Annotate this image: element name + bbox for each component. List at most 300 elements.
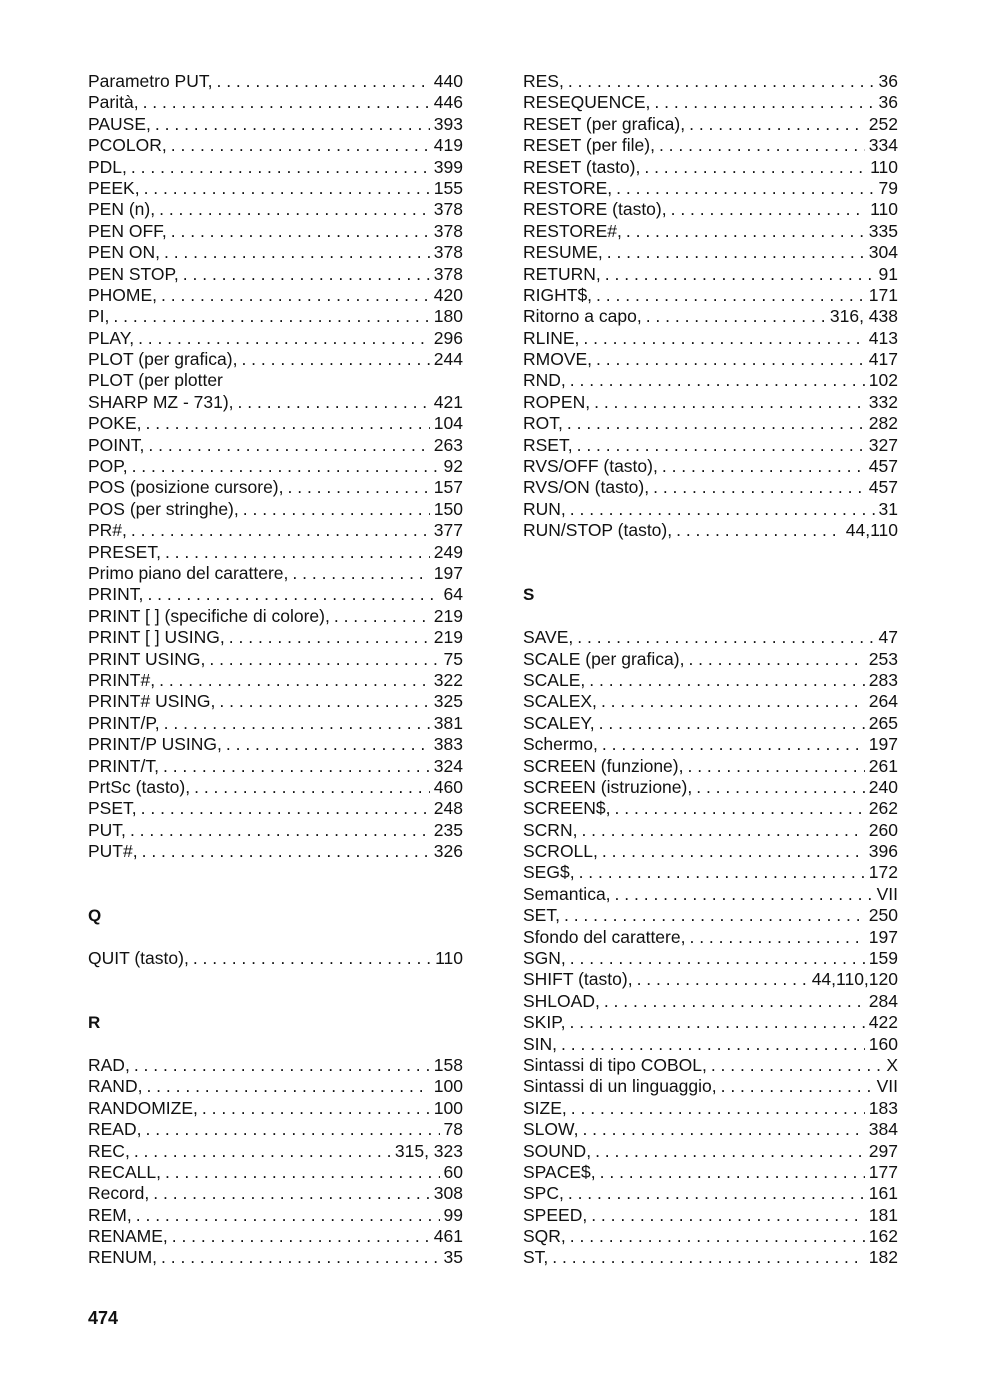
index-term: PRINT/P, xyxy=(88,712,160,733)
dot-leader xyxy=(219,691,429,712)
page-references: 413 xyxy=(868,327,898,348)
index-term: ST, xyxy=(523,1247,549,1268)
index-term: Schermo, xyxy=(523,734,598,755)
dot-leader xyxy=(238,392,430,413)
index-entry xyxy=(523,927,898,948)
index-term: RND, xyxy=(523,370,566,391)
dot-leader xyxy=(571,1098,865,1119)
index-term: ROPEN, xyxy=(523,391,591,412)
dot-leader xyxy=(696,777,865,798)
index-term: SCREEN$, xyxy=(523,798,611,819)
blank-line xyxy=(523,563,898,584)
page-references: 183 xyxy=(868,1097,898,1118)
index-term: RESEQUENCE, xyxy=(523,92,651,113)
dot-leader xyxy=(216,71,429,92)
index-entry xyxy=(88,563,463,584)
index-entry xyxy=(523,71,898,92)
index-term: PSET, xyxy=(88,798,137,819)
page-references: 182 xyxy=(868,1247,898,1268)
dot-leader xyxy=(153,1183,430,1204)
dot-leader xyxy=(570,370,865,391)
page-references: 102 xyxy=(868,370,898,391)
page-references: 78 xyxy=(443,1119,463,1140)
index-entry xyxy=(523,178,898,199)
page-references: 44,110,120 xyxy=(811,969,898,990)
dot-leader xyxy=(662,456,865,477)
index-term: RESET (tasto), xyxy=(523,156,641,177)
page-references: 159 xyxy=(868,948,898,969)
page-references: 35 xyxy=(443,1247,463,1268)
dot-leader xyxy=(644,157,866,178)
dot-leader xyxy=(594,392,865,413)
page-references: 296 xyxy=(433,327,463,348)
page-references: 260 xyxy=(868,819,898,840)
index-entry xyxy=(88,820,463,841)
index-term: SCRN, xyxy=(523,819,578,840)
page-references: 284 xyxy=(868,990,898,1011)
dot-leader xyxy=(570,1012,865,1033)
index-entry xyxy=(523,520,898,541)
dot-leader xyxy=(226,734,430,755)
index-entry xyxy=(523,798,898,819)
page-references: 325 xyxy=(433,691,463,712)
index-entry xyxy=(523,328,898,349)
section-letter-heading: R xyxy=(88,1013,101,1033)
dot-leader xyxy=(159,670,430,691)
index-term: PDL, xyxy=(88,156,127,177)
index-entry xyxy=(88,777,463,798)
index-term: POS (posizione cursore), xyxy=(88,477,284,498)
index-entry xyxy=(88,670,463,691)
index-term: REC, xyxy=(88,1140,130,1161)
index-term: RSET, xyxy=(523,434,573,455)
index-term: RETURN, xyxy=(523,263,601,284)
page-references: 79 xyxy=(878,177,898,198)
index-term: RECALL, xyxy=(88,1161,161,1182)
page-references: 110 xyxy=(870,156,898,177)
dot-leader xyxy=(145,1119,439,1140)
index-term: RMOVE, xyxy=(523,349,593,370)
blank-line xyxy=(88,991,463,1012)
page-references: 104 xyxy=(433,413,463,434)
index-entry xyxy=(523,649,898,670)
dot-leader xyxy=(589,670,865,691)
page-references: 420 xyxy=(433,284,463,305)
dot-leader xyxy=(183,264,430,285)
index-term: PRINT/T, xyxy=(88,755,159,776)
index-entry xyxy=(523,413,898,434)
page-references: 162 xyxy=(868,1226,898,1247)
page-references: 378 xyxy=(433,242,463,263)
index-term: PRINT#, xyxy=(88,669,156,690)
dot-leader xyxy=(288,477,430,498)
dot-leader xyxy=(721,1076,873,1097)
index-term: Primo piano del carattere, xyxy=(88,562,289,583)
index-entry xyxy=(88,413,463,434)
index-term: RESUME, xyxy=(523,242,603,263)
index-entry xyxy=(523,157,898,178)
index-term: PRINT [ ] USING, xyxy=(88,627,225,648)
dot-leader xyxy=(616,178,874,199)
page-references: 99 xyxy=(443,1204,463,1225)
index-term: RESET (per grafica), xyxy=(523,113,686,134)
index-entry xyxy=(88,520,463,541)
index-term: RVS/OFF (tasto), xyxy=(523,456,658,477)
dot-leader xyxy=(689,927,864,948)
index-entry xyxy=(88,1098,463,1119)
page-references: 92 xyxy=(443,456,463,477)
section-letter-heading: S xyxy=(523,585,535,605)
dot-leader xyxy=(579,862,865,883)
index-term: Ritorno a capo, xyxy=(523,306,642,327)
blank-line xyxy=(523,606,898,627)
page-references: 297 xyxy=(868,1140,898,1161)
index-term: PAUSE, xyxy=(88,113,151,134)
index-entry xyxy=(88,627,463,648)
index-entry xyxy=(523,691,898,712)
dot-leader xyxy=(144,178,430,199)
page-references: 47 xyxy=(878,627,898,648)
dot-leader xyxy=(581,820,864,841)
section-letter-heading: Q xyxy=(88,906,102,926)
page-references: 219 xyxy=(433,627,463,648)
dot-leader xyxy=(141,798,430,819)
dot-leader xyxy=(147,584,439,605)
index-entry xyxy=(88,756,463,777)
index-entry xyxy=(523,1012,898,1033)
dot-leader xyxy=(241,349,429,370)
blank-line xyxy=(523,542,898,563)
dot-leader xyxy=(202,1098,430,1119)
dot-leader xyxy=(165,1162,440,1183)
index-term: POP, xyxy=(88,456,128,477)
page-references: 197 xyxy=(868,926,898,947)
page-references: 262 xyxy=(868,798,898,819)
index-entry xyxy=(523,349,898,370)
page-references: 60 xyxy=(443,1161,463,1182)
page-references: 253 xyxy=(868,648,898,669)
dot-leader xyxy=(602,734,865,755)
dot-leader xyxy=(605,264,875,285)
page-references: 422 xyxy=(868,1012,898,1033)
dot-leader xyxy=(131,520,430,541)
page-references: 384 xyxy=(868,1119,898,1140)
index-entry xyxy=(88,1119,463,1140)
page-references: 457 xyxy=(868,477,898,498)
dot-leader xyxy=(292,563,429,584)
dot-leader xyxy=(148,435,429,456)
index-entry xyxy=(88,691,463,712)
page-references: 235 xyxy=(433,819,463,840)
index-term: PHOME, xyxy=(88,284,158,305)
index-term: SCREEN (istruzione), xyxy=(523,776,693,797)
dot-leader xyxy=(146,413,430,434)
index-entry xyxy=(88,71,463,92)
page-references: 378 xyxy=(433,220,463,241)
dot-leader xyxy=(659,135,865,156)
page-references: 244 xyxy=(433,349,463,370)
index-term: RUN, xyxy=(523,498,566,519)
index-term: RLINE, xyxy=(523,327,580,348)
index-term: SHARP MZ - 731), xyxy=(88,391,234,412)
dot-leader xyxy=(171,135,430,156)
page-references: 110 xyxy=(870,199,898,220)
index-term: SPACE$, xyxy=(523,1161,596,1182)
index-term: SCALEY, xyxy=(523,712,595,733)
page-references: 249 xyxy=(433,541,463,562)
index-entry xyxy=(523,477,898,498)
index-term: PUT, xyxy=(88,819,126,840)
index-entry xyxy=(88,349,463,370)
page-references: 304 xyxy=(868,242,898,263)
index-entry xyxy=(523,1162,898,1183)
page-references: 377 xyxy=(433,520,463,541)
index-entry xyxy=(523,1119,898,1140)
index-entry xyxy=(88,264,463,285)
index-term: SCREEN (funzione), xyxy=(523,755,684,776)
index-entry xyxy=(523,285,898,306)
index-term: PEN ON, xyxy=(88,242,160,263)
index-entry xyxy=(88,713,463,734)
dot-leader xyxy=(564,905,865,926)
dot-leader xyxy=(229,627,430,648)
index-entry xyxy=(523,392,898,413)
index-entry xyxy=(88,157,463,178)
index-entry xyxy=(88,1141,463,1162)
index-entry xyxy=(523,435,898,456)
page-references: 197 xyxy=(868,734,898,755)
blank-line xyxy=(88,1034,463,1055)
page-references: 381 xyxy=(433,712,463,733)
index-term: POS (per stringhe), xyxy=(88,498,239,519)
page-references: 160 xyxy=(868,1033,898,1054)
dot-leader xyxy=(607,242,865,263)
dot-leader xyxy=(209,649,439,670)
dot-leader xyxy=(567,413,865,434)
dot-leader xyxy=(171,221,430,242)
index-term: PEN (n), xyxy=(88,199,156,220)
index-term: PCOLOR, xyxy=(88,135,167,156)
index-term: Record, xyxy=(88,1183,150,1204)
index-entry xyxy=(88,114,463,135)
dot-leader xyxy=(602,841,865,862)
dot-leader xyxy=(155,114,430,135)
index-entry xyxy=(88,841,463,862)
dot-leader xyxy=(194,777,430,798)
page-references: 446 xyxy=(433,92,463,113)
page-references: 315, 323 xyxy=(394,1140,463,1161)
dot-leader xyxy=(599,713,865,734)
page-references: 31 xyxy=(878,498,898,519)
index-entry xyxy=(88,948,463,969)
index-term: Parità, xyxy=(88,92,139,113)
dot-leader xyxy=(142,841,430,862)
index-term: SAVE, xyxy=(523,627,574,648)
index-entry xyxy=(88,456,463,477)
page-references: 396 xyxy=(868,841,898,862)
index-entry xyxy=(88,1162,463,1183)
dot-leader xyxy=(561,1034,865,1055)
index-term: RES, xyxy=(523,71,564,91)
index-entry xyxy=(523,884,898,905)
page-references: 283 xyxy=(868,669,898,690)
dot-leader xyxy=(615,798,865,819)
index-column-right xyxy=(523,71,898,1269)
index-term: SCALEX, xyxy=(523,691,597,712)
index-entry xyxy=(88,285,463,306)
page-references: 457 xyxy=(868,456,898,477)
dot-leader xyxy=(243,499,430,520)
dot-leader xyxy=(595,1141,865,1162)
index-term: PRINT USING, xyxy=(88,648,206,669)
index-term: SGN, xyxy=(523,948,566,969)
index-entry xyxy=(523,370,898,391)
index-entry xyxy=(88,242,463,263)
page-references: 64 xyxy=(443,584,463,605)
index-term: RESET (per file), xyxy=(523,135,655,156)
dot-leader xyxy=(676,520,842,541)
index-entry xyxy=(523,969,898,990)
index-term: RESTORE (tasto), xyxy=(523,199,667,220)
index-term: SIN, xyxy=(523,1033,558,1054)
index-entry xyxy=(523,114,898,135)
dot-leader xyxy=(604,991,865,1012)
index-entry xyxy=(523,1205,898,1226)
page-references: 327 xyxy=(868,434,898,455)
dot-leader xyxy=(689,114,865,135)
index-term: Semantica, xyxy=(523,883,611,904)
page-references: 36 xyxy=(878,71,898,91)
index-term: SIZE, xyxy=(523,1097,567,1118)
index-entry xyxy=(523,499,898,520)
dot-leader xyxy=(577,627,874,648)
dot-leader xyxy=(583,328,864,349)
dot-leader xyxy=(711,1055,882,1076)
index-entry xyxy=(523,306,898,327)
page-references: 75 xyxy=(443,648,463,669)
index-entry xyxy=(88,135,463,156)
index-term: ROT, xyxy=(523,413,563,434)
dot-leader xyxy=(161,285,430,306)
index-term: PLAY, xyxy=(88,327,135,348)
page-references: 461 xyxy=(433,1226,463,1247)
index-term: PEN OFF, xyxy=(88,220,167,241)
dot-leader xyxy=(130,820,430,841)
index-term: RESTORE#, xyxy=(523,220,622,241)
dot-leader xyxy=(552,1247,865,1268)
index-term: PI, xyxy=(88,306,110,327)
index-term: SCROLL, xyxy=(523,841,598,862)
index-term: SPEED, xyxy=(523,1204,588,1225)
index-entry xyxy=(88,606,463,627)
page-references: 240 xyxy=(868,776,898,797)
page-references: 417 xyxy=(868,349,898,370)
index-entry xyxy=(523,135,898,156)
page-references: 197 xyxy=(433,562,463,583)
index-entry xyxy=(523,1141,898,1162)
page-references: 250 xyxy=(868,905,898,926)
index-term: Parametro PUT, xyxy=(88,71,213,91)
index-entry xyxy=(88,328,463,349)
dot-leader xyxy=(568,71,875,92)
page-references: 100 xyxy=(433,1097,463,1118)
dot-leader xyxy=(671,199,866,220)
dot-leader xyxy=(600,1162,865,1183)
index-entry xyxy=(88,477,463,498)
dot-leader xyxy=(164,713,430,734)
index-entry xyxy=(523,1183,898,1204)
page-references: 393 xyxy=(433,113,463,134)
page-references: VII xyxy=(876,883,898,904)
index-term: RAD, xyxy=(88,1054,130,1075)
index-entry xyxy=(523,1055,898,1076)
index-term: RANDOMIZE, xyxy=(88,1097,198,1118)
page-references: 110 xyxy=(435,948,463,969)
index-entry xyxy=(88,1247,463,1268)
page-references: 248 xyxy=(433,798,463,819)
index-entry xyxy=(88,392,463,413)
page-references: 161 xyxy=(868,1183,898,1204)
index-entry xyxy=(523,242,898,263)
page-references: 157 xyxy=(433,477,463,498)
index-entry xyxy=(523,456,898,477)
index-term: SHLOAD, xyxy=(523,990,600,1011)
index-entry xyxy=(88,199,463,220)
blank-line xyxy=(88,927,463,948)
dot-leader xyxy=(131,157,430,178)
dot-leader xyxy=(113,306,429,327)
page-references: 335 xyxy=(868,220,898,241)
page-references: 181 xyxy=(868,1204,898,1225)
dot-leader xyxy=(653,477,865,498)
index-term: RVS/ON (tasto), xyxy=(523,477,650,498)
index-entry xyxy=(523,264,898,285)
index-term: PRINT/P USING, xyxy=(88,734,222,755)
index-term: RESTORE, xyxy=(523,177,613,198)
page-references: 399 xyxy=(433,156,463,177)
dot-leader xyxy=(163,756,430,777)
dot-leader xyxy=(570,948,865,969)
dot-leader xyxy=(646,306,826,327)
index-entry xyxy=(88,221,463,242)
dot-leader xyxy=(626,221,865,242)
index-term: PLOT (per grafica), xyxy=(88,349,238,370)
index-term: RENAME, xyxy=(88,1226,168,1247)
page-references: 460 xyxy=(433,776,463,797)
page-references: 332 xyxy=(868,391,898,412)
dot-leader xyxy=(596,349,865,370)
dot-leader xyxy=(143,92,430,113)
index-entry xyxy=(523,820,898,841)
page-references: VII xyxy=(876,1076,898,1097)
index-term: PRINT# USING, xyxy=(88,691,216,712)
index-term: RIGHT$, xyxy=(523,284,593,305)
index-entry xyxy=(523,1226,898,1247)
index-entry xyxy=(523,670,898,691)
page-references: 100 xyxy=(433,1076,463,1097)
index-entry xyxy=(88,1076,463,1097)
dot-leader xyxy=(146,1076,429,1097)
dot-leader xyxy=(136,1205,440,1226)
index-term: REM, xyxy=(88,1204,132,1225)
page-references: 282 xyxy=(868,413,898,434)
index-entry xyxy=(88,798,463,819)
dot-leader xyxy=(688,649,864,670)
index-term: SQR, xyxy=(523,1226,566,1247)
index-entry xyxy=(523,991,898,1012)
index-entry xyxy=(88,435,463,456)
index-term: SCALE, xyxy=(523,669,586,690)
